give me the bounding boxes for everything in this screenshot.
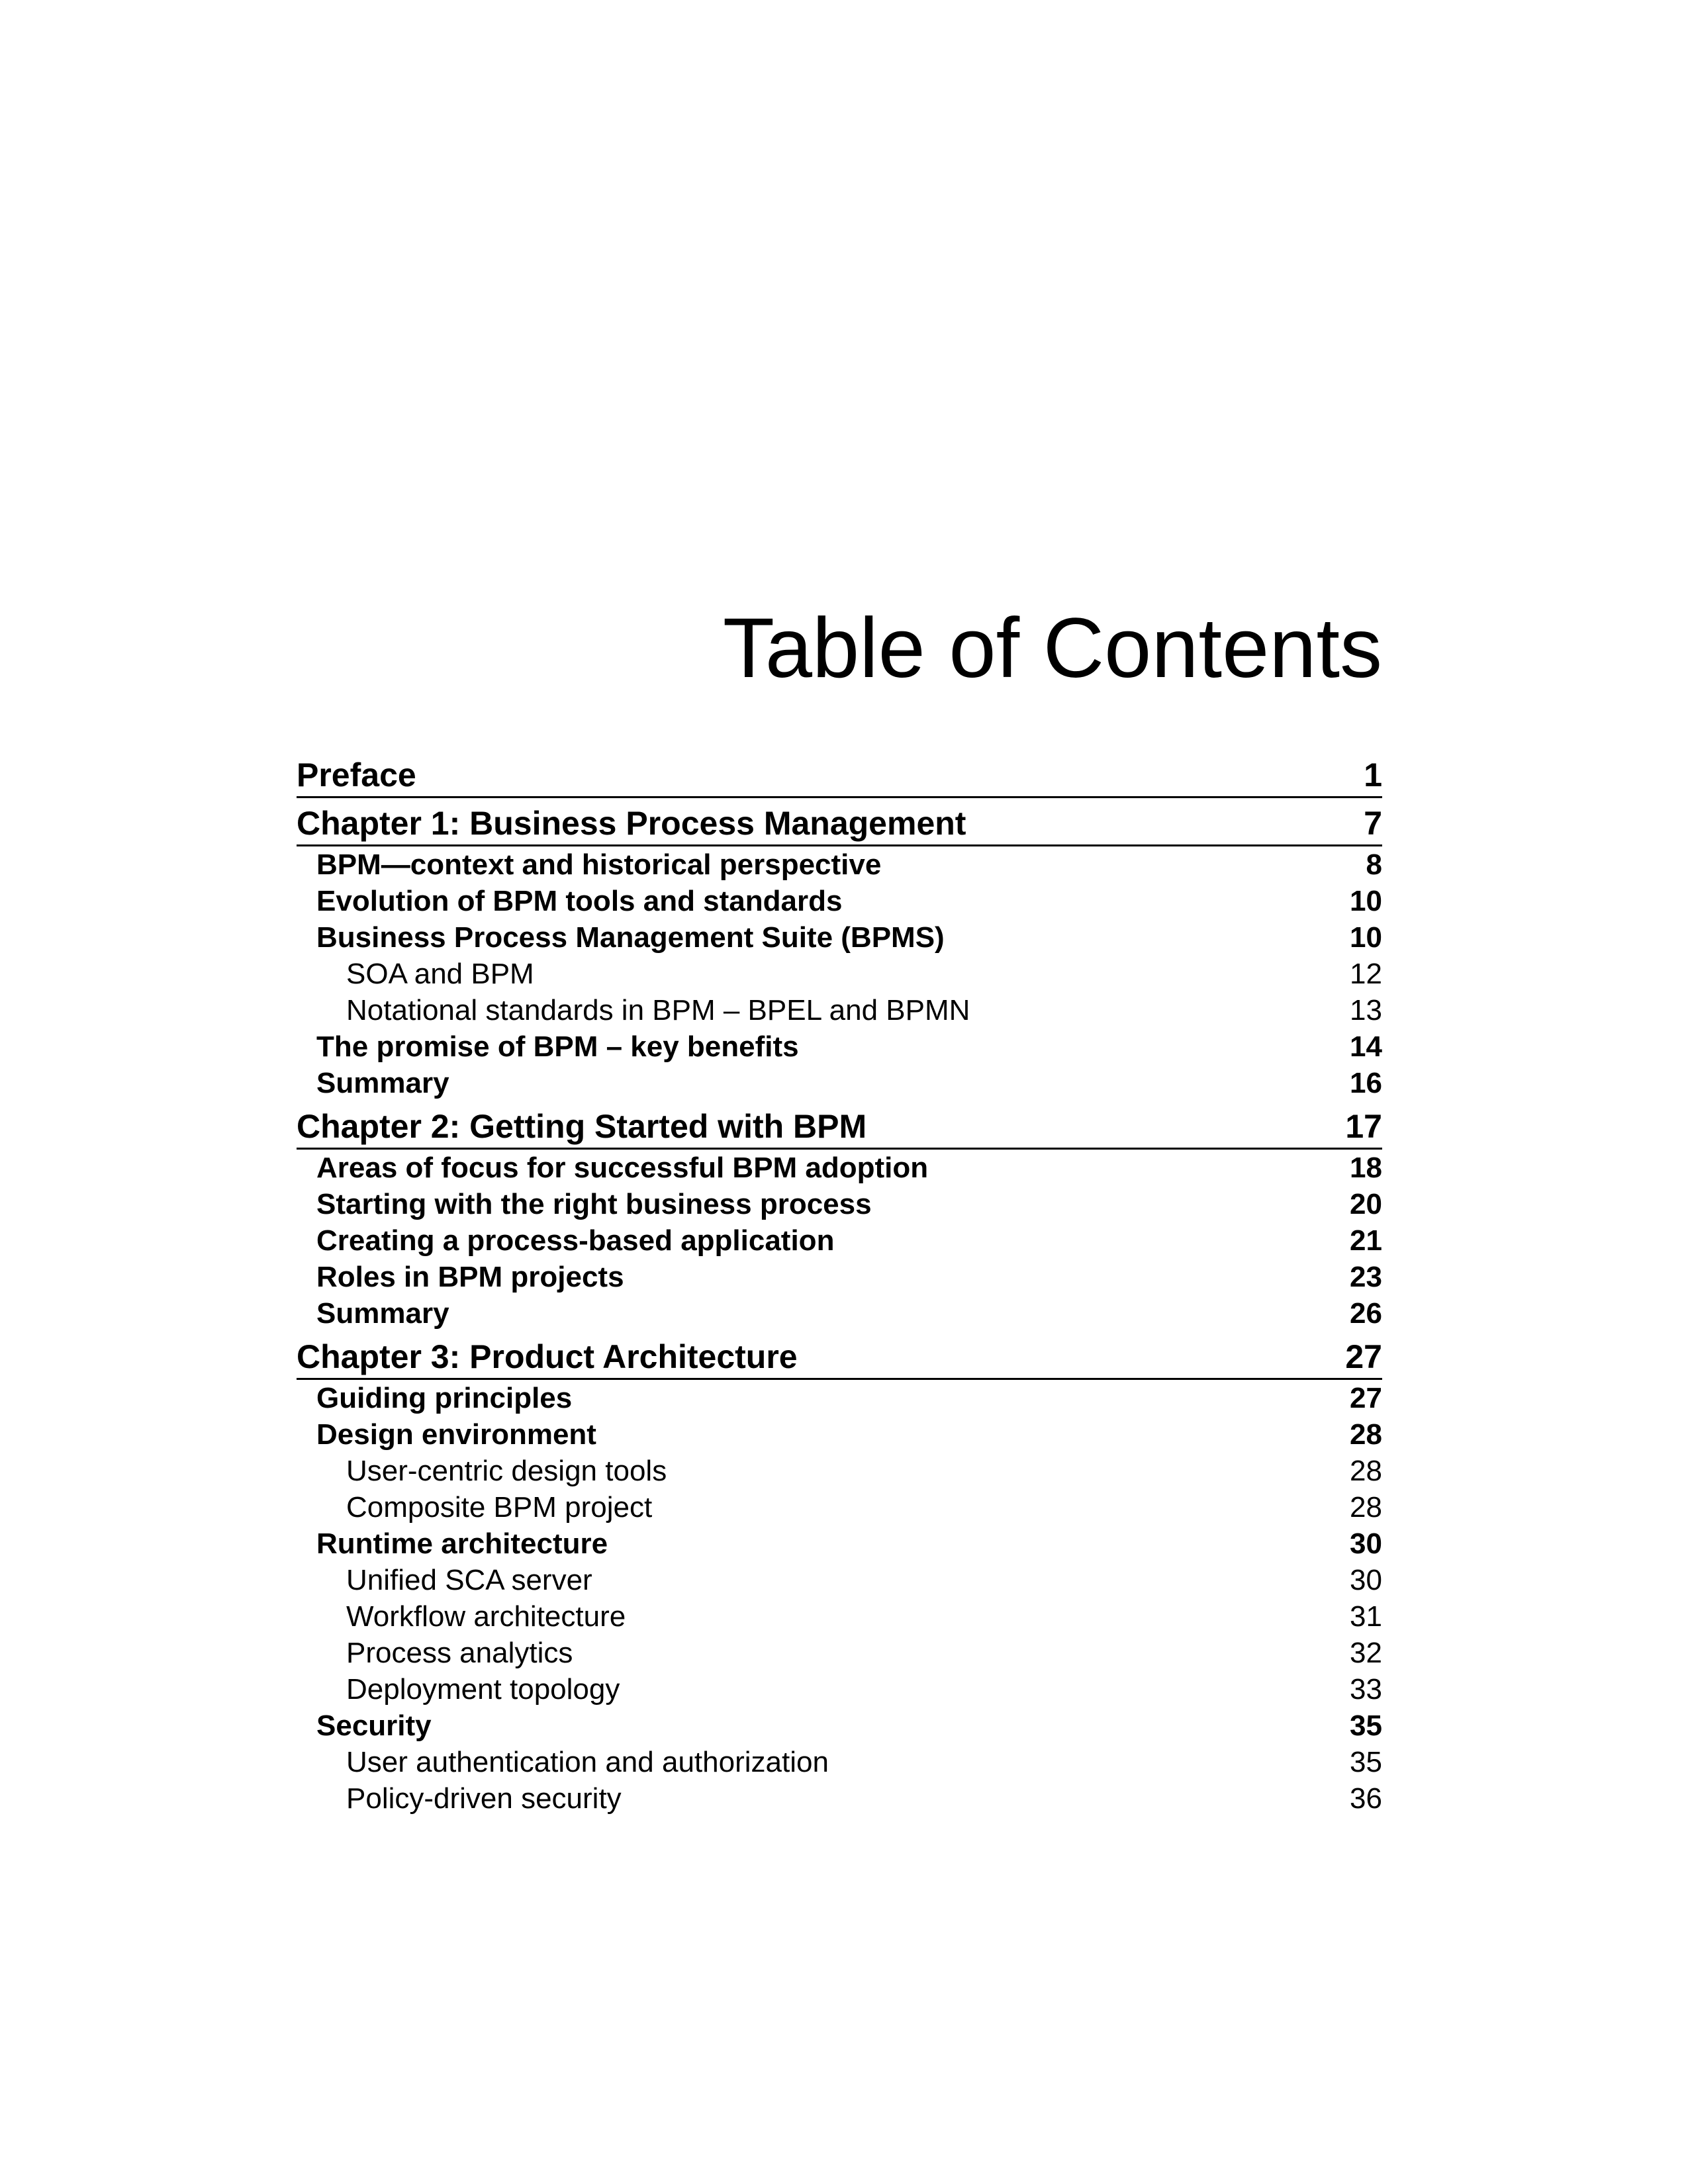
toc-section-entry[interactable]: [297, 883, 1382, 919]
toc-section-entry[interactable]: [297, 846, 1382, 883]
toc-page-number: 33: [1350, 1673, 1382, 1706]
toc-entry-label: Evolution of BPM tools and standards: [316, 885, 843, 917]
toc-chapter-entry[interactable]: [297, 1101, 1382, 1150]
toc-entry-label: Policy-driven security: [346, 1782, 622, 1815]
toc-entry-label: Guiding principles: [316, 1382, 573, 1414]
toc-list: [297, 750, 1382, 1817]
toc-subsection-entry[interactable]: [297, 1780, 1382, 1817]
toc-section-entry[interactable]: [297, 1150, 1382, 1186]
toc-section-entry[interactable]: [297, 1416, 1382, 1453]
toc-page-number: 27: [1350, 1382, 1382, 1414]
toc-subsection-entry[interactable]: [297, 1598, 1382, 1635]
page-title: Table of Contents: [722, 601, 1382, 696]
toc-subsection-entry[interactable]: [297, 1744, 1382, 1780]
toc-section-entry[interactable]: [297, 1259, 1382, 1295]
toc-page-number: 16: [1350, 1067, 1382, 1099]
toc-entry-label: Chapter 3: Product Architecture: [297, 1338, 798, 1375]
toc-section-entry[interactable]: [297, 1065, 1382, 1101]
toc-subsection-entry[interactable]: [297, 1671, 1382, 1707]
toc-section-entry[interactable]: [297, 919, 1382, 956]
toc-page-number: 10: [1350, 921, 1382, 954]
toc-section-entry[interactable]: [297, 1707, 1382, 1744]
toc-page-number: 30: [1350, 1527, 1382, 1560]
toc-page-number: 26: [1350, 1297, 1382, 1330]
toc-entry-label: Areas of focus for successful BPM adoption: [316, 1152, 929, 1184]
toc-entry-label: Chapter 2: Getting Started with BPM: [297, 1108, 867, 1145]
toc-entry-label: Preface: [297, 756, 416, 794]
toc-entry-label: Starting with the right business process: [316, 1188, 872, 1220]
toc-page-number: 14: [1350, 1030, 1382, 1063]
toc-entry-label: The promise of BPM – key benefits: [316, 1030, 799, 1063]
toc-section-entry[interactable]: [297, 1295, 1382, 1332]
toc-entry-label: Security: [316, 1709, 432, 1742]
toc-section-entry[interactable]: [297, 1186, 1382, 1222]
toc-entry-label: User-centric design tools: [346, 1455, 667, 1487]
toc-page-number: 20: [1350, 1188, 1382, 1220]
toc-page-number: 17: [1345, 1108, 1382, 1145]
toc-page-number: 8: [1366, 848, 1382, 881]
toc-page-number: 7: [1364, 805, 1382, 842]
toc-entry-label: Workflow architecture: [346, 1600, 626, 1633]
toc-entry-label: Unified SCA server: [346, 1564, 592, 1596]
toc-section-entry[interactable]: [297, 1028, 1382, 1065]
toc-entry-label: User authentication and authorization: [346, 1746, 829, 1778]
toc-page-number: 28: [1350, 1491, 1382, 1524]
toc-page-number: 13: [1350, 994, 1382, 1026]
toc-page-number: 36: [1350, 1782, 1382, 1815]
toc-entry-label: Design environment: [316, 1418, 596, 1451]
toc-subsection-entry[interactable]: [297, 1489, 1382, 1525]
toc-entry-label: Business Process Management Suite (BPMS): [316, 921, 945, 954]
toc-section-entry[interactable]: [297, 1380, 1382, 1416]
toc-subsection-entry[interactable]: [297, 956, 1382, 992]
toc-page-number: 23: [1350, 1261, 1382, 1293]
toc-page-number: 31: [1350, 1600, 1382, 1633]
toc-entry-label: Composite BPM project: [346, 1491, 653, 1524]
toc-page-number: 10: [1350, 885, 1382, 917]
toc-subsection-entry[interactable]: [297, 1453, 1382, 1489]
toc-entry-label: SOA and BPM: [346, 958, 534, 990]
toc-page-number: 12: [1350, 958, 1382, 990]
toc-page-number: 28: [1350, 1418, 1382, 1451]
toc-page-number: 18: [1350, 1152, 1382, 1184]
toc-page-number: 30: [1350, 1564, 1382, 1596]
toc-page-number: 1: [1364, 756, 1382, 794]
toc-entry-label: Summary: [316, 1067, 449, 1099]
toc-entry-label: Process analytics: [346, 1637, 573, 1669]
toc-page-number: 21: [1350, 1224, 1382, 1257]
toc-page-number: 32: [1350, 1637, 1382, 1669]
toc-page-number: 28: [1350, 1455, 1382, 1487]
toc-entry-label: Creating a process-based application: [316, 1224, 835, 1257]
toc-chapter-entry[interactable]: [297, 750, 1382, 798]
toc-subsection-entry[interactable]: [297, 992, 1382, 1028]
toc-subsection-entry[interactable]: [297, 1635, 1382, 1671]
toc-entry-label: BPM—context and historical perspective: [316, 848, 882, 881]
toc-entry-label: Deployment topology: [346, 1673, 620, 1706]
toc-page-number: 35: [1350, 1709, 1382, 1742]
toc-entry-label: Summary: [316, 1297, 449, 1330]
toc-entry-label: Notational standards in BPM – BPEL and BPMN: [346, 994, 970, 1026]
toc-chapter-entry[interactable]: [297, 1332, 1382, 1380]
toc-section-entry[interactable]: [297, 1525, 1382, 1562]
toc-chapter-entry[interactable]: [297, 798, 1382, 846]
toc-page-number: 27: [1345, 1338, 1382, 1375]
toc-page-number: 35: [1350, 1746, 1382, 1778]
toc-entry-label: Roles in BPM projects: [316, 1261, 624, 1293]
toc-subsection-entry[interactable]: [297, 1562, 1382, 1598]
toc-entry-label: Runtime architecture: [316, 1527, 608, 1560]
toc-section-entry[interactable]: [297, 1222, 1382, 1259]
toc-entry-label: Chapter 1: Business Process Management: [297, 805, 966, 842]
